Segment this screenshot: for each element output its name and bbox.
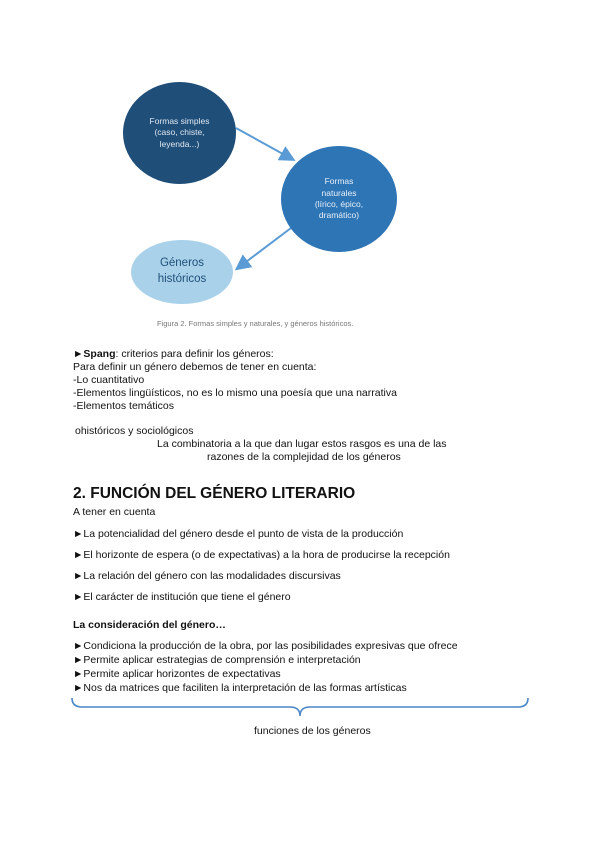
spang-note-line1: La combinatoria a la que dan lugar estos rasgos es una de las bbox=[157, 438, 447, 450]
circle1-line2: (caso, chiste, bbox=[154, 127, 205, 138]
circle-formas-simples bbox=[123, 82, 236, 184]
spang-note-line2: razones de la complejidad de los géneros bbox=[207, 451, 401, 463]
spang-extra: ohistóricos y sociológicos bbox=[75, 425, 194, 437]
circle-generos-historicos bbox=[131, 240, 233, 304]
arrow-simple-to-natural bbox=[236, 128, 292, 159]
circle2-line2: naturales bbox=[321, 187, 357, 198]
section2-item-2: ►El horizonte de espera (o de expectativas) a la hora de producirse la recepción bbox=[73, 549, 450, 561]
figure-caption: Figura 2. Formas simples y naturales, y géneros históricos. bbox=[157, 319, 354, 328]
spang-line1: Para definir un género debemos de tener en cuenta: bbox=[73, 361, 317, 373]
circle1-line3: leyenda...) bbox=[159, 138, 200, 149]
spang-line bbox=[73, 348, 274, 360]
circle2-line4: dramático) bbox=[318, 210, 360, 221]
section2-subtitle: A tener en cuenta bbox=[73, 506, 156, 518]
circle1-line1: Formas simples bbox=[149, 115, 210, 126]
spang-intro: : criterios para definir los géneros: bbox=[115, 348, 274, 360]
spang-item-3: -Elementos temáticos bbox=[73, 400, 174, 412]
circle2-line1: Formas bbox=[324, 176, 354, 187]
section2-item-4: ►El carácter de institución que tiene el género bbox=[73, 591, 291, 603]
consideration-item-3: ►Permite aplicar horizontes de expectativas bbox=[73, 668, 281, 680]
spang-item-1: -Lo cuantitativo bbox=[73, 374, 145, 386]
circle2-line3: (lírico, épico, bbox=[314, 199, 364, 209]
section2-item-1: ►La potencialidad del género desde el punto de vista de la producción bbox=[73, 528, 404, 540]
section2-heading: 2. FUNCIÓN DEL GÉNERO LITERARIO bbox=[73, 485, 356, 502]
spang-item-2: -Elementos lingüísticos, no es lo mismo una poesía que una narrativa bbox=[73, 387, 397, 399]
spang-bullet: ► bbox=[73, 348, 84, 360]
consideration-item-2: ►Permite aplicar estrategias de comprensión e interpretación bbox=[73, 654, 361, 666]
consideration-title: La consideración del género… bbox=[73, 619, 226, 631]
section2-item-3: ►La relación del género con las modalidades discursivas bbox=[73, 570, 341, 582]
circle3-line2: históricos bbox=[157, 273, 207, 285]
consideration-item-4: ►Nos da matrices que faciliten la interpretación de las formas artísticas bbox=[73, 682, 407, 694]
arrow-natural-to-historic bbox=[238, 225, 295, 268]
spang-name: Spang bbox=[83, 348, 116, 360]
brace-label: funciones de los géneros bbox=[254, 725, 371, 737]
consideration-item-1: ►Condiciona la producción de la obra, por las posibilidades expresivas que ofrece bbox=[73, 640, 458, 652]
circle-formas-naturales bbox=[281, 146, 397, 252]
circle3-line1: Géneros bbox=[159, 257, 205, 270]
curly-brace bbox=[60, 695, 540, 723]
